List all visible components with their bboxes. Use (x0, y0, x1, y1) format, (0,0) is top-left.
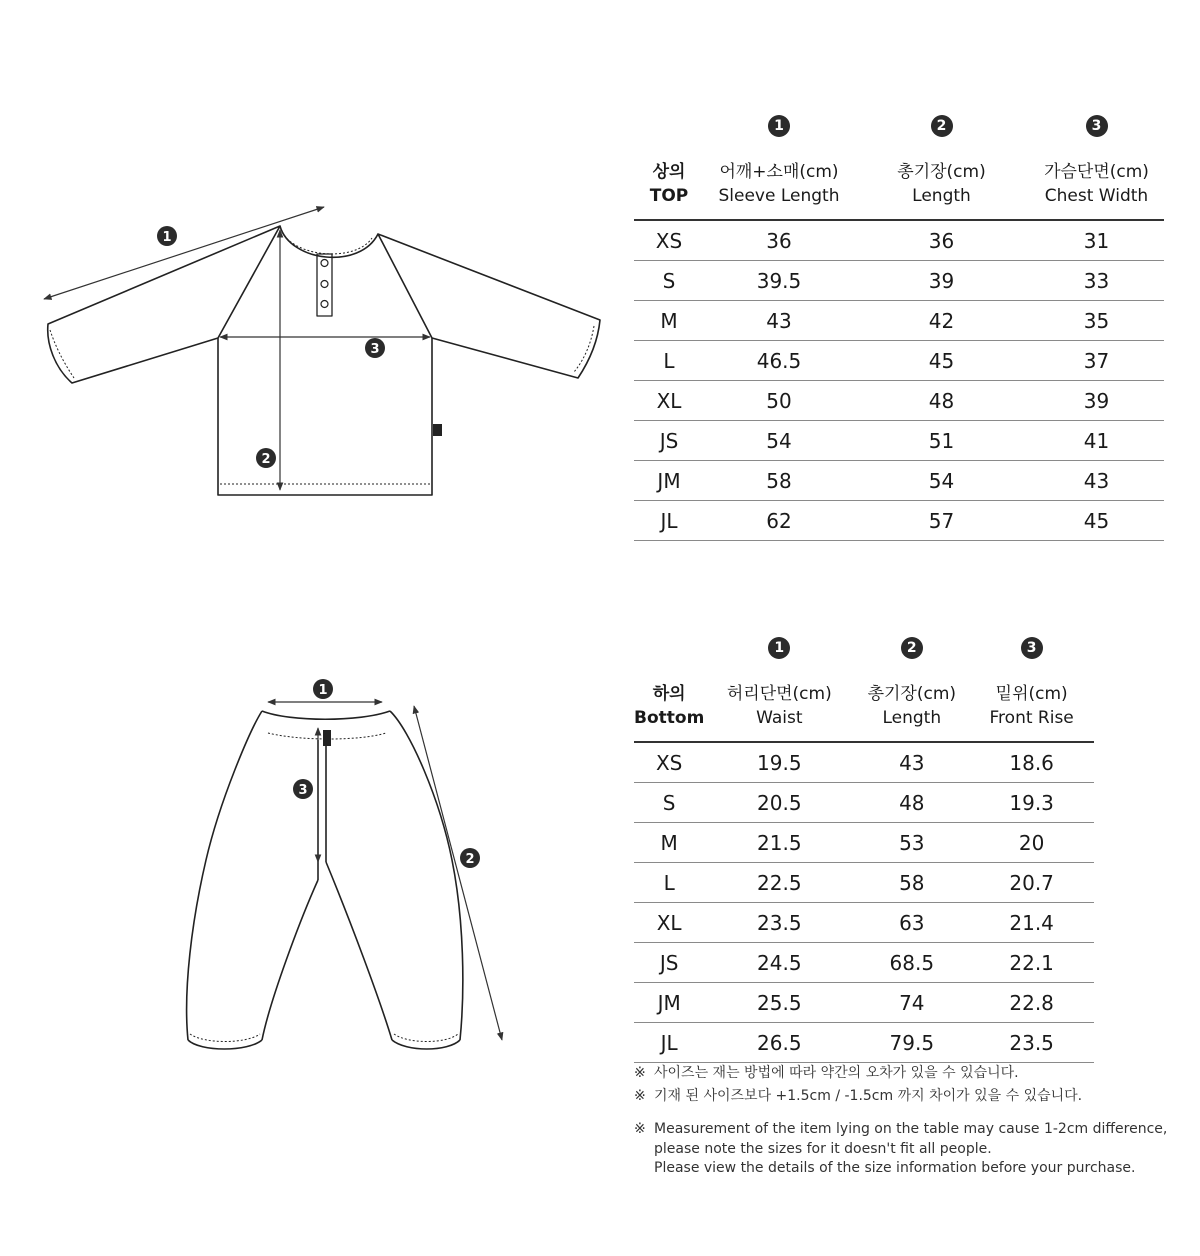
value-cell: 46.5 (704, 341, 854, 381)
size-notes (634, 1062, 1167, 1179)
value-cell: 48 (854, 381, 1029, 421)
svg-text:3: 3 (298, 783, 308, 798)
size-cell: XL (634, 903, 704, 943)
value-cell: 68.5 (854, 943, 969, 983)
value-cell: 26.5 (704, 1023, 854, 1063)
value-cell: 43 (854, 742, 969, 783)
value-cell: 62 (704, 501, 854, 541)
value-cell: 43 (704, 301, 854, 341)
bottom-marker-length (460, 848, 480, 868)
svg-text:2: 2 (465, 852, 475, 867)
value-cell: 50 (704, 381, 854, 421)
top-marker-chest (365, 338, 385, 358)
value-cell: 19.3 (969, 783, 1094, 823)
table-row (634, 261, 1164, 301)
table-row (634, 421, 1164, 461)
value-cell: 41 (1029, 421, 1164, 461)
col-number-badge: 2 (931, 115, 953, 137)
value-cell: 36 (854, 220, 1029, 261)
value-cell: 24.5 (704, 943, 854, 983)
value-cell: 20 (969, 823, 1094, 863)
note-en (634, 1120, 1167, 1179)
value-cell: 21.5 (704, 823, 854, 863)
value-cell: 22.8 (969, 983, 1094, 1023)
size-cell: JL (634, 501, 704, 541)
note-text: Measurement of the item lying on the table may cause 1-2cm difference, (654, 1121, 1168, 1137)
value-cell: 36 (704, 220, 854, 261)
value-cell: 45 (854, 341, 1029, 381)
value-cell: 58 (854, 863, 969, 903)
header-en: Length (912, 186, 971, 206)
header-en: Front Rise (989, 708, 1074, 728)
size-cell: M (634, 301, 704, 341)
table-row (634, 381, 1164, 421)
header-kr: 총기장(cm) (867, 684, 957, 704)
table-row (634, 341, 1164, 381)
value-cell: 39 (854, 261, 1029, 301)
top-col-sleeve-header (704, 144, 854, 220)
value-cell: 20.5 (704, 783, 854, 823)
note-kr-2 (634, 1085, 1167, 1108)
top-part-kr: 상의 (652, 162, 686, 182)
value-cell: 18.6 (969, 742, 1094, 783)
bottom-length-arrow (414, 706, 502, 1040)
value-cell: 63 (854, 903, 969, 943)
svg-text:1: 1 (162, 230, 172, 245)
svg-text:3: 3 (370, 342, 380, 357)
header-kr: 밑위(cm) (995, 684, 1068, 704)
bottom-col-length-header (854, 666, 969, 742)
size-cell: XS (634, 742, 704, 783)
note-mark: ※ (634, 1121, 646, 1137)
note-text: 기재 된 사이즈보다 +1.5cm / -1.5cm 까지 차이가 있을 수 있습니다. (654, 1088, 1083, 1104)
value-cell: 31 (1029, 220, 1164, 261)
value-cell: 54 (854, 461, 1029, 501)
bottom-marker-waist (313, 679, 333, 699)
size-cell: S (634, 783, 704, 823)
top-marker-length (256, 448, 276, 468)
table-row (634, 943, 1094, 983)
bottom-part-en: Bottom (634, 708, 705, 728)
table-row (634, 1023, 1094, 1063)
col-number-badge: 3 (1086, 115, 1108, 137)
size-cell: JL (634, 1023, 704, 1063)
header-en: Length (882, 708, 942, 728)
note-text: 사이즈는 재는 방법에 따라 약간의 오차가 있을 수 있습니다. (654, 1065, 1019, 1081)
value-cell: 51 (854, 421, 1029, 461)
top-col-chest-header (1029, 144, 1164, 220)
value-cell: 74 (854, 983, 969, 1023)
col-number-badge: 2 (901, 637, 923, 659)
table-row (634, 742, 1094, 783)
bottom-label-tag (323, 730, 331, 746)
note-kr-1 (634, 1062, 1167, 1085)
top-part-header (634, 144, 704, 220)
size-cell: L (634, 341, 704, 381)
bottom-part-header (634, 666, 704, 742)
table-row (634, 863, 1094, 903)
size-cell: L (634, 863, 704, 903)
table-row (634, 823, 1094, 863)
value-cell: 58 (704, 461, 854, 501)
value-cell: 57 (854, 501, 1029, 541)
value-cell: 48 (854, 783, 969, 823)
value-cell: 19.5 (704, 742, 854, 783)
size-cell: XS (634, 220, 704, 261)
bottom-size-table (634, 630, 1094, 1063)
note-text: Please view the details of the size information before your purchase. (654, 1160, 1136, 1176)
header-kr: 어깨+소매(cm) (719, 162, 839, 182)
value-cell: 33 (1029, 261, 1164, 301)
table-row (634, 983, 1094, 1023)
value-cell: 39.5 (704, 261, 854, 301)
value-cell: 79.5 (854, 1023, 969, 1063)
value-cell: 39 (1029, 381, 1164, 421)
bottom-marker-rise (293, 779, 313, 799)
top-shirt-drawing (48, 226, 600, 495)
bottom-pants-drawing (187, 711, 463, 1049)
note-mark: ※ (634, 1088, 646, 1104)
value-cell: 25.5 (704, 983, 854, 1023)
size-cell: XL (634, 381, 704, 421)
header-en: Sleeve Length (718, 186, 840, 206)
top-part-en: TOP (649, 186, 689, 206)
col-number-badge: 1 (768, 637, 790, 659)
size-cell: S (634, 261, 704, 301)
table-row (634, 220, 1164, 261)
table-row (634, 461, 1164, 501)
value-cell: 22.5 (704, 863, 854, 903)
value-cell: 42 (854, 301, 1029, 341)
col-number-badge: 3 (1021, 637, 1043, 659)
bottom-col-rise-header (969, 666, 1094, 742)
header-en: Chest Width (1044, 186, 1149, 206)
size-cell: JM (634, 983, 704, 1023)
top-marker-sleeve (157, 226, 177, 246)
value-cell: 37 (1029, 341, 1164, 381)
top-size-table (634, 108, 1164, 541)
table-row (634, 783, 1094, 823)
header-kr: 허리단면(cm) (726, 684, 832, 704)
col-number-badge: 1 (768, 115, 790, 137)
size-cell: JS (634, 943, 704, 983)
bottom-col-waist-header (704, 666, 854, 742)
bottom-part-kr: 하의 (652, 684, 686, 704)
note-mark: ※ (634, 1065, 646, 1081)
value-cell: 22.1 (969, 943, 1094, 983)
top-col-length-header (854, 144, 1029, 220)
value-cell: 35 (1029, 301, 1164, 341)
size-cell: JS (634, 421, 704, 461)
size-cell: JM (634, 461, 704, 501)
svg-text:1: 1 (318, 683, 328, 698)
svg-text:2: 2 (261, 452, 271, 467)
header-en: Waist (756, 708, 803, 728)
value-cell: 23.5 (704, 903, 854, 943)
value-cell: 23.5 (969, 1023, 1094, 1063)
top-sleeve-arrow (44, 207, 324, 299)
value-cell: 53 (854, 823, 969, 863)
table-row (634, 501, 1164, 541)
size-cell: M (634, 823, 704, 863)
value-cell: 20.7 (969, 863, 1094, 903)
note-text: please note the sizes for it doesn't fit all people. (654, 1140, 992, 1157)
value-cell: 45 (1029, 501, 1164, 541)
header-kr: 총기장(cm) (897, 162, 986, 182)
table-row (634, 301, 1164, 341)
value-cell: 43 (1029, 461, 1164, 501)
header-kr: 가슴단면(cm) (1044, 162, 1149, 182)
value-cell: 21.4 (969, 903, 1094, 943)
value-cell: 54 (704, 421, 854, 461)
top-label-tag (433, 424, 442, 436)
table-row (634, 903, 1094, 943)
